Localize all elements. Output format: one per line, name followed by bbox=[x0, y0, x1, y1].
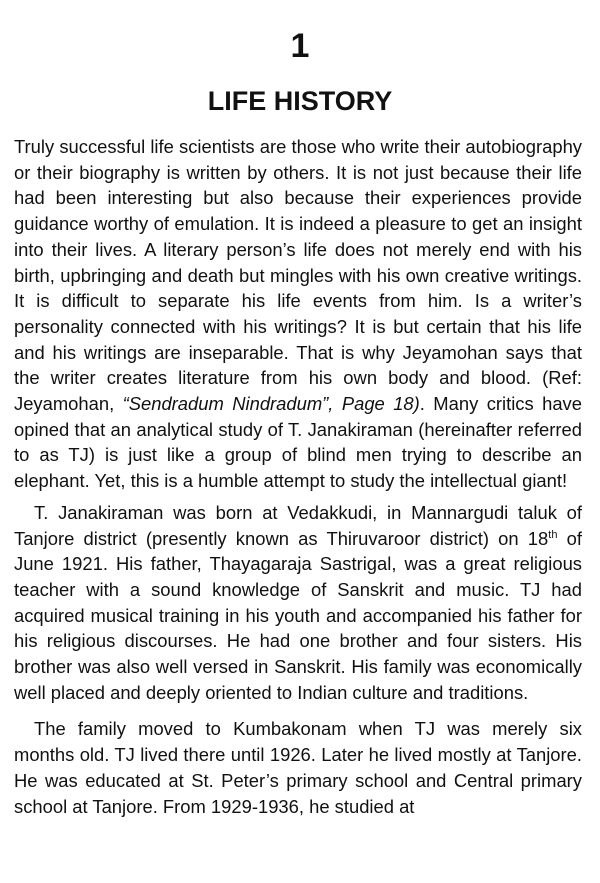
chapter-number: 1 bbox=[290, 27, 310, 65]
paragraph-2-text: T. Janakiraman was born at Vedakkudi, in Mannargudi taluk of Tanjore district (presently known as Thiruvaroor district) on 18 bbox=[14, 501, 582, 549]
paragraph-1 bbox=[14, 134, 582, 494]
paragraph-2-text-continued: of June 1921. His father, Thayagaraja Sastrigal, was a great religious teacher with a sound knowledge of Sanskrit and music. TJ had acquired musical training in his youth and accompanied his father for his religious discourses. He had one brother and four sisters. His brother was also well versed in Sanskrit. His family was economically well placed and deeply oriented to Indian culture and traditions. bbox=[14, 527, 582, 703]
paragraph-2 bbox=[14, 500, 582, 706]
paragraph-1-text: Truly successful life scientists are those who write their autobiography or their biography is written by others. It is not just because their life had been interesting but also because their experiences provide guidance worthy of emulation. It is indeed a pleasure to get an insight into their lives. A literary person’s life does not merely end with his birth, upbringing and death but mingles with his own creative writings. It is difficult to separate his life events from him. Is a writer’s personality connected with his writings? It is but certain that his life and his writings are inseparable. That is why Jeyamohan says that the writer creates literature from his own body and blood. (Ref: Jeyamohan, bbox=[14, 136, 582, 415]
chapter-title: LIFE HISTORY bbox=[207, 86, 393, 116]
chapter-body bbox=[14, 134, 582, 819]
reference-citation: “Sendradum Nindradum”, Page 18) bbox=[122, 393, 420, 415]
ordinal-suffix: th bbox=[548, 528, 558, 541]
paragraph-3 bbox=[14, 716, 582, 819]
paragraph-3-text: The family moved to Kumbakonam when TJ was merely six months old. TJ lived there until 1926. Later he lived mostly at Tanjore. He was educated at St. Peter’s primary school and Central primary school at Tanjore. From 1929-1936, he studied at bbox=[14, 718, 582, 817]
paragraph-1-text-continued: . Many critics have opined that an analytical study of T. Janakiraman (hereinafter referred to as TJ) is just like a group of blind men trying to describe an elephant. Yet, this is a humble attempt to study the intellectual giant! bbox=[14, 393, 582, 492]
